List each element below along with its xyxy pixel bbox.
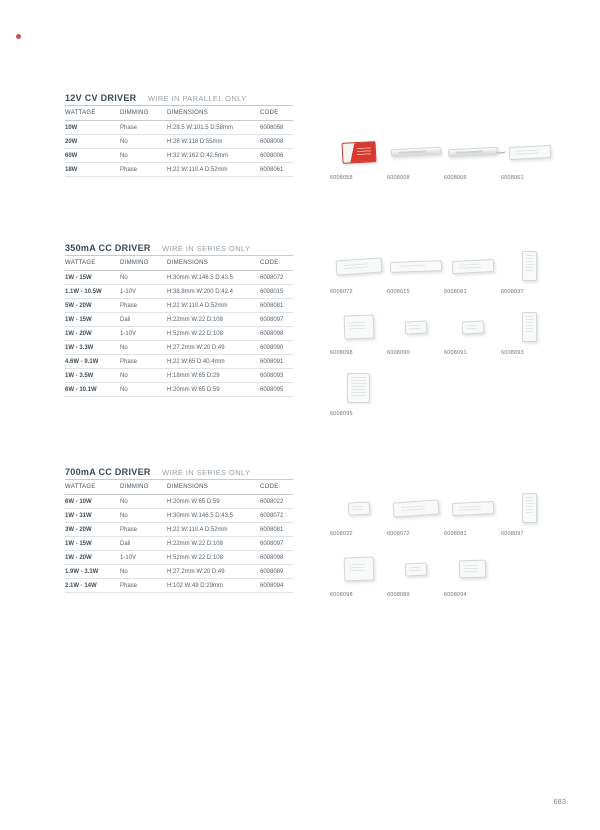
product-code: 6008097 (501, 289, 524, 295)
product-image (330, 246, 387, 286)
product-image (444, 246, 501, 286)
table-cell: 1W - 15W (65, 537, 120, 551)
table-cell: H:22 W:110.4 D:52mm (167, 523, 260, 537)
driver-product-icon (343, 556, 374, 581)
spec-table (65, 105, 293, 177)
driver-product-icon (447, 147, 497, 158)
product-tile (501, 132, 558, 181)
column-header: DIMMING (120, 106, 167, 121)
table-cell: 1W - 15W (65, 313, 120, 327)
table-cell: No (120, 565, 167, 579)
product-code: 6008098 (330, 592, 353, 598)
product-tile (387, 307, 444, 356)
column-header: DIMENSIONS (167, 480, 260, 495)
table-cell: H:52mm W:22 D:108 (167, 327, 260, 341)
table-cell: 1W - 20W (65, 551, 120, 565)
column-header: WATTAGE (65, 480, 120, 495)
table-cell: 10W (65, 121, 120, 135)
section-subtitle: WIRE IN SERIES ONLY (162, 468, 251, 477)
driver-product-icon (459, 560, 487, 579)
product-code: 6008072 (387, 531, 410, 537)
product-image (501, 246, 558, 286)
product-image (330, 488, 387, 528)
table-row (65, 355, 293, 369)
product-code: 6008094 (444, 592, 467, 598)
spec-table-header-row (65, 106, 293, 121)
table-row (65, 163, 293, 177)
table-cell: H:20mm W:65 D:59 (167, 383, 260, 397)
product-tile (387, 246, 444, 295)
table-cell: 6008072 (260, 271, 293, 285)
table-row (65, 149, 293, 163)
product-image (444, 307, 501, 347)
spec-table-header-row (65, 256, 293, 271)
driver-product-icon (347, 501, 370, 515)
table-cell: 6008093 (260, 369, 293, 383)
table-cell: H:20mm W:65 D:59 (167, 495, 260, 509)
product-tile (387, 132, 444, 181)
page-marker-icon (16, 34, 21, 39)
table-cell: 3W - 20W (65, 523, 120, 537)
driver-product-icon (390, 147, 440, 158)
table-cell: 2.1W - 14W (65, 579, 120, 593)
product-tile (501, 488, 558, 537)
table-cell: H:52mm W:22 D:108 (167, 551, 260, 565)
driver-product-icon (347, 373, 370, 403)
table-cell: No (120, 383, 167, 397)
product-tile (444, 132, 501, 181)
product-code: 6008008 (387, 175, 410, 181)
driver-product-icon (461, 320, 484, 334)
table-cell: H:18mm W:65 D:29 (167, 369, 260, 383)
table-cell: 1.1W - 10.5W (65, 285, 120, 299)
table-cell: No (120, 495, 167, 509)
table-cell: No (120, 509, 167, 523)
table-cell: Dali (120, 313, 167, 327)
table-row (65, 299, 293, 313)
table-cell: 4.6W - 9.1W (65, 355, 120, 369)
table-cell: 6008006 (260, 149, 293, 163)
table-cell: No (120, 341, 167, 355)
table-cell: Dali (120, 537, 167, 551)
product-tile (444, 488, 501, 537)
spec-table (65, 479, 293, 593)
product-tile (330, 246, 387, 295)
table-cell: 6W - 10.1W (65, 383, 120, 397)
column-header: DIMMING (120, 480, 167, 495)
driver-product-icon (522, 251, 537, 281)
product-image (387, 246, 444, 286)
table-cell: Phase (120, 355, 167, 369)
column-header: CODE (260, 480, 293, 495)
product-image (444, 488, 501, 528)
driver-product-icon (522, 493, 537, 523)
table-row (65, 383, 293, 397)
table-cell: 6008094 (260, 579, 293, 593)
product-code: 6008081 (444, 289, 467, 295)
column-header: DIMMING (120, 256, 167, 271)
driver-product-icon (451, 500, 494, 515)
section-title: 12V CV DRIVER (65, 93, 137, 103)
page-number: 683 (553, 797, 566, 806)
driver-product-icon (343, 314, 374, 339)
product-image (387, 132, 444, 172)
driver-product-icon (522, 312, 537, 342)
section-subtitle: WIRE IN PARALLEL ONLY (147, 94, 247, 103)
driver-product-icon (341, 141, 376, 164)
table-cell: 6008022 (260, 495, 293, 509)
table-row (65, 327, 293, 341)
table-cell: Phase (120, 121, 167, 135)
table-cell: 1-10V (120, 327, 167, 341)
table-cell: Phase (120, 579, 167, 593)
product-image (387, 549, 444, 589)
table-cell: H:22 W:110.4 D:52mm (167, 299, 260, 313)
product-code: 6008072 (330, 289, 353, 295)
table-cell: 6008058 (260, 121, 293, 135)
table-row (65, 135, 293, 149)
table-cell: 6008061 (260, 163, 293, 177)
table-cell: 1-10V (120, 551, 167, 565)
table-cell: H:22mm W:22 D:108 (167, 537, 260, 551)
table-cell: 6W - 10W (65, 495, 120, 509)
product-gallery (330, 132, 560, 193)
table-cell: 18W (65, 163, 120, 177)
table-row (65, 341, 293, 355)
section-title: 700mA CC DRIVER (65, 467, 151, 477)
product-tile (330, 368, 387, 417)
table-row (65, 271, 293, 285)
product-code: 6008090 (387, 350, 410, 356)
table-cell: 6008015 (260, 285, 293, 299)
table-row (65, 579, 293, 593)
product-code: 6008098 (330, 350, 353, 356)
table-row (65, 509, 293, 523)
table-cell: 5W - 20W (65, 299, 120, 313)
section-header (65, 462, 250, 480)
product-image (501, 307, 558, 347)
product-gallery (330, 246, 560, 429)
product-image (501, 488, 558, 528)
table-cell: H:32 W:162 D:42.5mm (167, 149, 260, 163)
table-cell: No (120, 369, 167, 383)
driver-product-icon (389, 260, 441, 273)
table-cell: Phase (120, 523, 167, 537)
product-image (444, 132, 501, 172)
table-row (65, 313, 293, 327)
section-title: 350mA CC DRIVER (65, 243, 151, 253)
table-cell: 1-10V (120, 285, 167, 299)
table-row (65, 121, 293, 135)
product-tile (330, 132, 387, 181)
column-header: WATTAGE (65, 256, 120, 271)
section-subtitle: WIRE IN SERIES ONLY (162, 244, 251, 253)
column-header: DIMENSIONS (167, 256, 260, 271)
table-row (65, 537, 293, 551)
table-cell: H:22mm W:22 D:108 (167, 313, 260, 327)
table-cell: 6008091 (260, 355, 293, 369)
product-image (387, 307, 444, 347)
table-row (65, 495, 293, 509)
product-code: 6008061 (501, 175, 524, 181)
table-cell: 6008095 (260, 383, 293, 397)
driver-product-icon (335, 257, 382, 275)
product-image (330, 132, 387, 172)
product-tile (330, 549, 387, 598)
product-tile (501, 246, 558, 295)
table-cell: H:30mm W:146.5 D:43.5 (167, 271, 260, 285)
driver-product-icon (404, 562, 427, 576)
driver-product-icon (404, 320, 427, 334)
table-row (65, 285, 293, 299)
table-row (65, 551, 293, 565)
product-code: 6008015 (387, 289, 410, 295)
product-tile (444, 307, 501, 356)
table-cell: 1W - 15W (65, 271, 120, 285)
table-cell: 1W - 20W (65, 327, 120, 341)
product-tile (501, 307, 558, 356)
column-header: DIMENSIONS (167, 106, 260, 121)
table-cell: 6008081 (260, 523, 293, 537)
table-cell: H:22 W:110.4 D:52mm (167, 163, 260, 177)
table-row (65, 369, 293, 383)
product-image (444, 549, 501, 589)
table-cell: Phase (120, 299, 167, 313)
section-header (65, 238, 250, 256)
product-tile (330, 307, 387, 356)
table-cell: 6008097 (260, 537, 293, 551)
product-tile (444, 549, 501, 598)
product-image (501, 132, 558, 172)
spec-table (65, 255, 293, 397)
table-row (65, 523, 293, 537)
table-cell: H:26 W:118 D:55mm (167, 135, 260, 149)
product-tile (330, 488, 387, 537)
table-cell: 6008008 (260, 135, 293, 149)
table-cell: 1.9W - 3.1W (65, 565, 120, 579)
spec-table-header-row (65, 480, 293, 495)
column-header: CODE (260, 256, 293, 271)
table-cell: H:27.2mm W:20 D:49 (167, 565, 260, 579)
table-cell: 6008089 (260, 565, 293, 579)
table-cell: No (120, 149, 167, 163)
product-image (330, 549, 387, 589)
product-code: 6008091 (444, 350, 467, 356)
table-cell: 6008098 (260, 327, 293, 341)
product-tile (387, 549, 444, 598)
table-cell: 1W - 31W (65, 509, 120, 523)
table-cell: 1W - 3.5W (65, 369, 120, 383)
table-cell: No (120, 135, 167, 149)
product-image (330, 368, 387, 408)
table-cell: 20W (65, 135, 120, 149)
section-header (65, 88, 247, 106)
product-image (387, 488, 444, 528)
product-code: 6008022 (330, 531, 353, 537)
table-cell: Phase (120, 163, 167, 177)
product-gallery (330, 488, 560, 610)
product-tile (387, 488, 444, 537)
table-cell: No (120, 271, 167, 285)
table-cell: 1W - 3.3W (65, 341, 120, 355)
table-cell: 6008090 (260, 341, 293, 355)
table-cell: 6008081 (260, 299, 293, 313)
product-code: 6008081 (444, 531, 467, 537)
product-tile (444, 246, 501, 295)
driver-product-icon (451, 258, 494, 273)
product-code: 6008095 (330, 411, 353, 417)
table-cell: 6008097 (260, 313, 293, 327)
product-code: 6008097 (501, 531, 524, 537)
product-image (330, 307, 387, 347)
product-code: 6008006 (444, 175, 467, 181)
table-cell: 60W (65, 149, 120, 163)
table-row (65, 565, 293, 579)
table-cell: H:38.8mm W:200 D:42.4 (167, 285, 260, 299)
table-cell: 6008098 (260, 551, 293, 565)
table-cell: 6008072 (260, 509, 293, 523)
column-header: WATTAGE (65, 106, 120, 121)
table-cell: H:102 W:49 D:29mm (167, 579, 260, 593)
table-cell: H:22 W:65 D:40.4mm (167, 355, 260, 369)
table-cell: H:29.5 W:101.5 D:58mm (167, 121, 260, 135)
driver-product-icon (508, 144, 551, 159)
driver-product-icon (392, 499, 439, 517)
product-code: 6008093 (501, 350, 524, 356)
product-code: 6008058 (330, 175, 353, 181)
table-cell: H:27.2mm W:20 D:49 (167, 341, 260, 355)
product-code: 6008089 (387, 592, 410, 598)
table-cell: H:30mm W:146.5 D:43.5 (167, 509, 260, 523)
column-header: CODE (260, 106, 293, 121)
